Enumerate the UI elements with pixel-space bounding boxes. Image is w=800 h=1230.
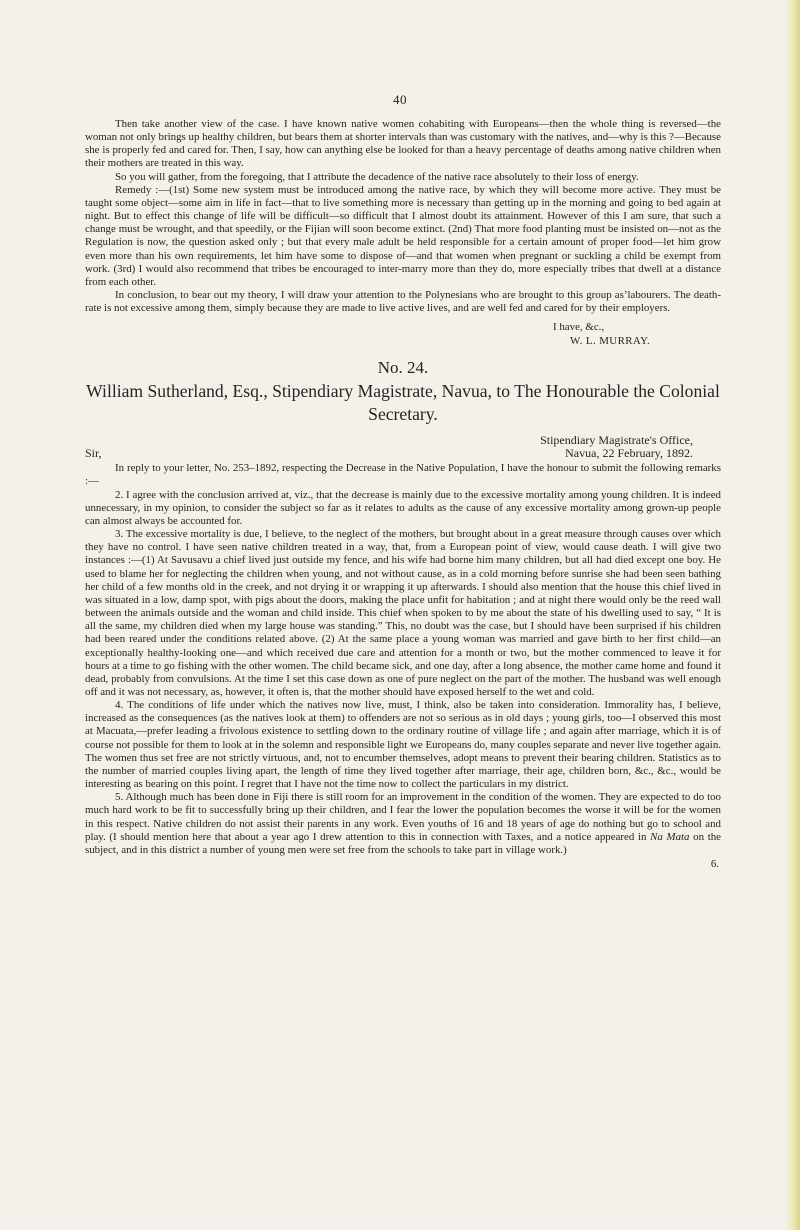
salutation: Sir, — [85, 446, 102, 461]
catchword: 6. — [710, 858, 719, 870]
salutation-row — [85, 447, 721, 462]
paragraph: Then take another view of the case. I have known native women cohabiting with Europeans—then the whole thing is reversed—the woman not only brings up healthy children, but bears them at shorter intervals than was customary with the natives, and—why is this ?—Because she is properly fed and cared for. Then, I say, how can anything else be looked for than a heavy percentage of deaths among native children when their mothers are treated in this way. — [85, 118, 721, 170]
paragraph: In conclusion, to bear out my theory, I will draw your attention to the Polynesians who are brought to this group asʼlabourers. The death-rate is not excessive among them, simply because they are made to live active lives, and are well fed and cared for by their employers. — [85, 289, 721, 315]
paragraph: 2. I agree with the conclusion arrived at, viz., that the decrease is mainly due to the excessive mortality among young children. It is indeed unnecessary, in my opinion, to consider the subject so far as it relates to adults as the cause of any excessive mortality among grown-up people can almost always be accounted for. — [85, 488, 721, 527]
paragraph: 4. The conditions of life under which the natives now live, must, I think, also be taken into consideration. Immorality has, I believe, increased as the consequences (as the natives look at them) to offenders are not so serious as in old days ; young girls, too—I observed this most at Macuata,—prefer leading a frivolous existence to settling down to the ordinary routine of village life ; and again after marriage, which it is of course not possible for them to look at in the solemn and responsible light we Europeans do, many couples separate and never live together again. The women thus set free are not strictly virtuous, and, not to encumber themselves, adopt means to prevent their bearing children. Statistics as to the number of married couples living apart, the length of time they lived together after marriage, their age, children born, &c., &c., would be interesting as bearing on this point. I regret that I have not the time now to collect the particulars in my district. — [85, 699, 721, 791]
signature: W. L. MURRAY. — [570, 334, 651, 347]
paragraph: So you will gather, from the foregoing, that I attribute the decadence of the native race absolutely to their loss of energy. — [115, 170, 639, 183]
place-date: Navua, 22 February, 1892. — [565, 446, 693, 461]
letter-sutherland — [85, 358, 722, 871]
page-edge-shading — [786, 0, 800, 1230]
page-body — [85, 118, 721, 871]
newspaper-title: Na Mata — [650, 830, 690, 843]
letter-murray — [85, 118, 721, 348]
office-line: Stipendiary Magistrate's Office, — [540, 433, 693, 448]
paragraph-5 — [85, 791, 721, 857]
document-number: No. 24. — [377, 358, 429, 378]
signoff — [85, 321, 721, 348]
letter-heading: William Sutherland, Esq., Stipendiary Magistrate, Navua, to The Honourable the Colonial Secretary. — [86, 381, 720, 425]
page-number: 40 — [393, 92, 407, 107]
paragraph: In reply to your letter, No. 253–1892, respecting the Decrease in the Native Population, I have the honour to submit the following remarks :— — [85, 462, 721, 488]
paragraph-5-tail: on the subject, and in this district a number of young men were set free from the schools to take part in village work.) — [85, 830, 722, 856]
closing: I have, &c., — [553, 321, 605, 334]
paragraph: 3. The excessive mortality is due, I believe, to the neglect of the mothers, but brought about in a great measure through causes over which they have no control. I have seen native children treated in a way, that, from a European point of view, would cause death. I will give two instances :—(1) At Savusavu a chief lived just outside my fence, and his wife had borne him many children, but all had died except one boy. He used to blame her for neglecting the children when young, and not without cause, as in a cold morning before sunrise she had been seen bathing her child of a few months old in the creek, and not drying it or wrapping it up afterwards. I should also mention that the house this chief lived in was situated in a low, damp spot, with pigs about the doors, making the place unfit for habitation ; and at night there would only be the reed wall between the animals outside and the woman and child inside. This chief when spoken to by me about the state of his dwelling used to say, “ It is all the same, my children died when my large house was standing.” This, no doubt was the case, but I should have been surprised if his children had been reared under the conditions related above. (2) At the same place a young woman was married and gave birth to her first child—an exceptionally healthy-looking one—and which received due care and attention for a month or two, but the mother commenced to leave it for hours at a time to go fishing with the other women. The child became sick, and one day, after a long absence, the mother came home and found it dead, probably from convulsions. At the time I set this case down as one of pure neglect on the part of the mother. The husband was well enough off and it was not necessary, as, however, it often is, that the mother should have exposed herself to the wet and cold. — [85, 528, 721, 698]
paragraph: Remedy :—(1st) Some new system must be introduced among the native race, by which they will become more active. They must be taught some object—some aim in life in fact—that to live something more is necessary than getting up in the morning and going to bed again at night. But to effect this change of life will be difficult—so difficult that I almost doubt its attainment. However of this I am sure, that such a change must be wrought, and that speedily, or the Fijian will soon become extinct. (2nd) That more food planting must be insisted on—not as the Regulation is now, the question asked only ; but that every male adult be held responsible for a certain amount of proper food—let him grow even more than his own requirements, let him have some to dispose of—and that women when pregnant or suckling a child be exempt from work. (3rd) I would also recommend that tribes be encouraged to inter-marry more than they do, more especially tribes that dwell at a distance from each other. — [85, 183, 721, 288]
paragraph-5-text: 5. Although much has been done in Fiji there is still room for an improvement in the condition of the women. They are expected to do too much hard work to be fit to successfully bring up their children, and I fear the lower the population becomes the worse it will be for the women in this respect. Native children do not assist their parents in any work. Even youths of 16 and 18 years of age do nothing but go to school and play. (I should mention here that about a year ago I drew attention to this in connection with Taxes, and a notice appeared in — [85, 791, 721, 843]
